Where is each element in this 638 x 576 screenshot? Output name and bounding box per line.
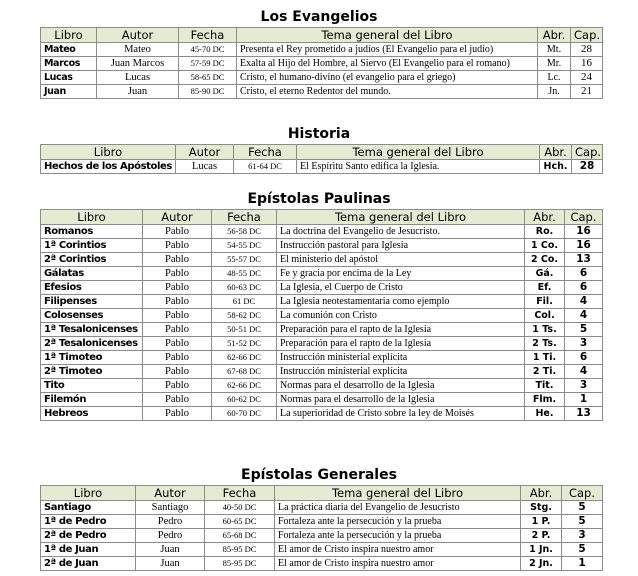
header-cap: Cap. bbox=[572, 145, 603, 160]
table-row bbox=[41, 160, 603, 174]
table-row bbox=[41, 365, 603, 379]
theme-cell: La Iglesia neotestamentaria como ejemplo bbox=[277, 295, 525, 309]
book-cell: Hebreos bbox=[41, 407, 143, 421]
abbreviation-cell: 2 Co. bbox=[525, 253, 565, 267]
abbreviation-cell: Gá. bbox=[525, 267, 565, 281]
author-cell: Pablo bbox=[143, 239, 212, 253]
table-row bbox=[41, 323, 603, 337]
theme-cell: La comunión con Cristo bbox=[277, 309, 525, 323]
book-cell: Tito bbox=[41, 379, 143, 393]
author-cell: Pablo bbox=[143, 267, 212, 281]
book-cell: Gálatas bbox=[41, 267, 143, 281]
theme-cell: Preparación para el rapto de la Iglesia bbox=[277, 323, 525, 337]
table-row bbox=[41, 239, 603, 253]
chapters-cell: 5 bbox=[565, 323, 603, 337]
book-cell: 1ª de Juan bbox=[41, 543, 136, 557]
table-paulinas bbox=[40, 209, 603, 421]
table-evangelios-body bbox=[41, 28, 603, 99]
header-autor: Autor bbox=[136, 486, 205, 501]
header-fecha: Fecha bbox=[234, 145, 297, 160]
chapters-cell: 3 bbox=[562, 529, 603, 543]
abbreviation-cell: He. bbox=[525, 407, 565, 421]
abbreviation-cell: Fil. bbox=[525, 295, 565, 309]
date-cell: 54-55 DC bbox=[212, 239, 277, 253]
header-tema: Tema general del Libro bbox=[297, 145, 540, 160]
date-cell: 61-64 DC bbox=[234, 160, 297, 174]
table-row bbox=[41, 501, 603, 515]
chapters-cell: 1 bbox=[565, 393, 603, 407]
theme-cell: La doctrina del Evangelio de Jesucristo. bbox=[277, 225, 525, 239]
table-row bbox=[41, 309, 603, 323]
abbreviation-cell: 1 P. bbox=[521, 515, 562, 529]
author-cell: Pablo bbox=[143, 407, 212, 421]
author-cell: Pablo bbox=[143, 295, 212, 309]
theme-cell: La superioridad de Cristo sobre la ley de Moisés bbox=[277, 407, 525, 421]
header-fecha: Fecha bbox=[179, 28, 237, 43]
chapters-cell: 16 bbox=[565, 225, 603, 239]
chapters-cell: 13 bbox=[565, 407, 603, 421]
date-cell: 62-66 DC bbox=[212, 351, 277, 365]
theme-cell: Normas para el desarrollo de la Iglesia bbox=[277, 393, 525, 407]
chapters-cell: 3 bbox=[565, 379, 603, 393]
book-cell: 1ª de Pedro bbox=[41, 515, 136, 529]
author-cell: Pablo bbox=[143, 309, 212, 323]
table-evangelios bbox=[40, 27, 603, 99]
table-paulinas-body bbox=[41, 210, 603, 421]
table-row bbox=[41, 267, 603, 281]
author-cell: Mateo bbox=[97, 43, 179, 57]
table-row bbox=[41, 379, 603, 393]
author-cell: Pablo bbox=[143, 379, 212, 393]
date-cell: 67-68 DC bbox=[212, 365, 277, 379]
date-cell: 50-51 DC bbox=[212, 323, 277, 337]
abbreviation-cell: Hch. bbox=[540, 160, 572, 174]
chapters-cell: 5 bbox=[562, 501, 603, 515]
date-cell: 51-52 DC bbox=[212, 337, 277, 351]
theme-cell: Fortaleza ante la persecución y la prueba bbox=[275, 529, 521, 543]
date-cell: 55-57 DC bbox=[212, 253, 277, 267]
theme-cell: El amor de Cristo inspira nuestro amor bbox=[275, 543, 521, 557]
abbreviation-cell: 2 Ti. bbox=[525, 365, 565, 379]
author-cell: Pablo bbox=[143, 281, 212, 295]
author-cell: Pablo bbox=[143, 253, 212, 267]
header-cap: Cap. bbox=[562, 486, 603, 501]
table-row bbox=[41, 515, 603, 529]
table-row bbox=[41, 225, 603, 239]
abbreviation-cell: 1 Co. bbox=[525, 239, 565, 253]
book-cell: 1ª Timoteo bbox=[41, 351, 143, 365]
abbreviation-cell: 1 Jn. bbox=[521, 543, 562, 557]
author-cell: Pablo bbox=[143, 337, 212, 351]
section-title-paulinas: Epístolas Paulinas bbox=[247, 191, 391, 207]
author-cell: Pablo bbox=[143, 225, 212, 239]
table-row bbox=[41, 281, 603, 295]
book-cell: 2ª de Juan bbox=[41, 557, 136, 571]
book-cell: Romanos bbox=[41, 225, 143, 239]
book-cell: Efesios bbox=[41, 281, 143, 295]
theme-cell: Cristo, el eterno Redentor del mundo. bbox=[237, 85, 538, 99]
author-cell: Juan bbox=[136, 557, 205, 571]
author-cell: Pablo bbox=[143, 323, 212, 337]
header-abr: Abr. bbox=[525, 210, 565, 225]
abbreviation-cell: Tit. bbox=[525, 379, 565, 393]
author-cell: Lucas bbox=[97, 71, 179, 85]
book-cell: 2ª de Pedro bbox=[41, 529, 136, 543]
header-fecha: Fecha bbox=[212, 210, 277, 225]
table-row bbox=[41, 351, 603, 365]
book-cell: 1ª Tesalonicenses bbox=[41, 323, 143, 337]
date-cell: 85-90 DC bbox=[179, 85, 237, 99]
date-cell: 60-63 DC bbox=[212, 281, 277, 295]
abbreviation-cell: Lc. bbox=[538, 71, 571, 85]
book-cell: Mateo bbox=[41, 43, 97, 57]
header-tema: Tema general del Libro bbox=[275, 486, 521, 501]
book-cell: 2ª Timoteo bbox=[41, 365, 143, 379]
author-cell: Pablo bbox=[143, 393, 212, 407]
author-cell: Pedro bbox=[136, 515, 205, 529]
chapters-cell: 16 bbox=[565, 239, 603, 253]
table-row bbox=[41, 253, 603, 267]
header-autor: Autor bbox=[97, 28, 179, 43]
table-row bbox=[41, 71, 603, 85]
date-cell: 56-58 DC bbox=[212, 225, 277, 239]
table-header-row bbox=[41, 145, 603, 160]
header-libro: Libro bbox=[41, 486, 136, 501]
header-tema: Tema general del Libro bbox=[237, 28, 538, 43]
date-cell: 60-65 DC bbox=[205, 515, 275, 529]
chapters-cell: 28 bbox=[571, 43, 603, 57]
header-libro: Libro bbox=[41, 145, 176, 160]
abbreviation-cell: 1 Ti. bbox=[525, 351, 565, 365]
abbreviation-cell: Mr. bbox=[538, 57, 571, 71]
abbreviation-cell: Stg. bbox=[521, 501, 562, 515]
header-autor: Autor bbox=[176, 145, 234, 160]
author-cell: Juan Marcos bbox=[97, 57, 179, 71]
header-libro: Libro bbox=[41, 210, 143, 225]
theme-cell: Presenta el Rey prometido a judíos (El Evangelio para el judío) bbox=[237, 43, 538, 57]
date-cell: 60-62 DC bbox=[212, 393, 277, 407]
author-cell: Pedro bbox=[136, 529, 205, 543]
theme-cell: La Iglesia, el Cuerpo de Cristo bbox=[277, 281, 525, 295]
abbreviation-cell: Ef. bbox=[525, 281, 565, 295]
table-generales bbox=[40, 485, 603, 571]
book-cell: Colosenses bbox=[41, 309, 143, 323]
theme-cell: Instrucción pastoral para Iglesia bbox=[277, 239, 525, 253]
abbreviation-cell: Flm. bbox=[525, 393, 565, 407]
theme-cell: Cristo, el humano-divino (el evangelio para el griego) bbox=[237, 71, 538, 85]
chapters-cell: 5 bbox=[562, 543, 603, 557]
table-row bbox=[41, 529, 603, 543]
abbreviation-cell: Mt. bbox=[538, 43, 571, 57]
book-cell: Hechos de los Apóstoles bbox=[41, 160, 176, 174]
book-cell: Juan bbox=[41, 85, 97, 99]
header-tema: Tema general del Libro bbox=[277, 210, 525, 225]
table-header-row bbox=[41, 486, 603, 501]
header-fecha: Fecha bbox=[205, 486, 275, 501]
date-cell: 57-59 DC bbox=[179, 57, 237, 71]
header-libro: Libro bbox=[41, 28, 97, 43]
chapters-cell: 24 bbox=[571, 71, 603, 85]
abbreviation-cell: 2 Jn. bbox=[521, 557, 562, 571]
date-cell: 65-68 DC bbox=[205, 529, 275, 543]
date-cell: 40-50 DC bbox=[205, 501, 275, 515]
book-cell: Filemón bbox=[41, 393, 143, 407]
chapters-cell: 3 bbox=[565, 337, 603, 351]
theme-cell: Fe y gracia por encima de la Ley bbox=[277, 267, 525, 281]
theme-cell: La práctica diaria del Evangelio de Jesucristo bbox=[275, 501, 521, 515]
date-cell: 45-70 DC bbox=[179, 43, 237, 57]
table-historia bbox=[40, 144, 603, 174]
author-cell: Juan bbox=[97, 85, 179, 99]
book-cell: 1ª Corintios bbox=[41, 239, 143, 253]
table-row bbox=[41, 337, 603, 351]
theme-cell: Instrucción ministerial explícita bbox=[277, 351, 525, 365]
book-cell: Lucas bbox=[41, 71, 97, 85]
abbreviation-cell: 2 Ts. bbox=[525, 337, 565, 351]
table-historia-body bbox=[41, 145, 603, 174]
theme-cell: Normas para el desarrollo de la Iglesia bbox=[277, 379, 525, 393]
chapters-cell: 4 bbox=[565, 365, 603, 379]
section-title-historia: Historia bbox=[287, 126, 351, 142]
author-cell: Lucas bbox=[176, 160, 234, 174]
book-cell: Santiago bbox=[41, 501, 136, 515]
theme-cell: Exalta al Hijo del Hombre, al Siervo (El Evangelio para el romano) bbox=[237, 57, 538, 71]
theme-cell: Instrucción ministerial explícita bbox=[277, 365, 525, 379]
book-cell: 2ª Corintios bbox=[41, 253, 143, 267]
table-row bbox=[41, 393, 603, 407]
table-row bbox=[41, 543, 603, 557]
author-cell: Pablo bbox=[143, 351, 212, 365]
date-cell: 60-70 DC bbox=[212, 407, 277, 421]
chapters-cell: 4 bbox=[565, 309, 603, 323]
chapters-cell: 28 bbox=[572, 160, 603, 174]
table-row bbox=[41, 57, 603, 71]
author-cell: Pablo bbox=[143, 365, 212, 379]
theme-cell: Fortaleza ante la persecución y la prueba bbox=[275, 515, 521, 529]
header-abr: Abr. bbox=[540, 145, 572, 160]
chapters-cell: 6 bbox=[565, 351, 603, 365]
chapters-cell: 13 bbox=[565, 253, 603, 267]
theme-cell: El Espíritu Santo edifica la Iglesia. bbox=[297, 160, 540, 174]
header-cap: Cap. bbox=[571, 28, 603, 43]
chapters-cell: 21 bbox=[571, 85, 603, 99]
abbreviation-cell: Jn. bbox=[538, 85, 571, 99]
section-title-evangelios: Los Evangelios bbox=[260, 9, 378, 25]
chapters-cell: 6 bbox=[565, 267, 603, 281]
table-generales-body bbox=[41, 486, 603, 571]
date-cell: 48-55 DC bbox=[212, 267, 277, 281]
chapters-cell: 1 bbox=[562, 557, 603, 571]
theme-cell: El ministerio del apóstol bbox=[277, 253, 525, 267]
chapters-cell: 4 bbox=[565, 295, 603, 309]
chapters-cell: 5 bbox=[562, 515, 603, 529]
theme-cell: Preparación para el rapto de la Iglesia bbox=[277, 337, 525, 351]
date-cell: 58-65 DC bbox=[179, 71, 237, 85]
table-header-row bbox=[41, 28, 603, 43]
chapters-cell: 16 bbox=[571, 57, 603, 71]
abbreviation-cell: 2 P. bbox=[521, 529, 562, 543]
header-abr: Abr. bbox=[538, 28, 571, 43]
date-cell: 85-95 DC bbox=[205, 543, 275, 557]
author-cell: Juan bbox=[136, 543, 205, 557]
chapters-cell: 6 bbox=[565, 281, 603, 295]
table-row bbox=[41, 295, 603, 309]
abbreviation-cell: Col. bbox=[525, 309, 565, 323]
date-cell: 85-95 DC bbox=[205, 557, 275, 571]
table-row bbox=[41, 407, 603, 421]
abbreviation-cell: Ro. bbox=[525, 225, 565, 239]
date-cell: 62-66 DC bbox=[212, 379, 277, 393]
table-row bbox=[41, 85, 603, 99]
section-title-generales: Epístolas Generales bbox=[241, 467, 397, 483]
date-cell: 58-62 DC bbox=[212, 309, 277, 323]
table-header-row bbox=[41, 210, 603, 225]
book-cell: Filipenses bbox=[41, 295, 143, 309]
book-cell: 2ª Tesalonicenses bbox=[41, 337, 143, 351]
header-autor: Autor bbox=[143, 210, 212, 225]
date-cell: 61 DC bbox=[212, 295, 277, 309]
abbreviation-cell: 1 Ts. bbox=[525, 323, 565, 337]
header-cap: Cap. bbox=[565, 210, 603, 225]
table-row bbox=[41, 557, 603, 571]
table-row bbox=[41, 43, 603, 57]
book-cell: Marcos bbox=[41, 57, 97, 71]
theme-cell: El amor de Cristo inspira nuestro amor bbox=[275, 557, 521, 571]
author-cell: Santiago bbox=[136, 501, 205, 515]
header-abr: Abr. bbox=[521, 486, 562, 501]
